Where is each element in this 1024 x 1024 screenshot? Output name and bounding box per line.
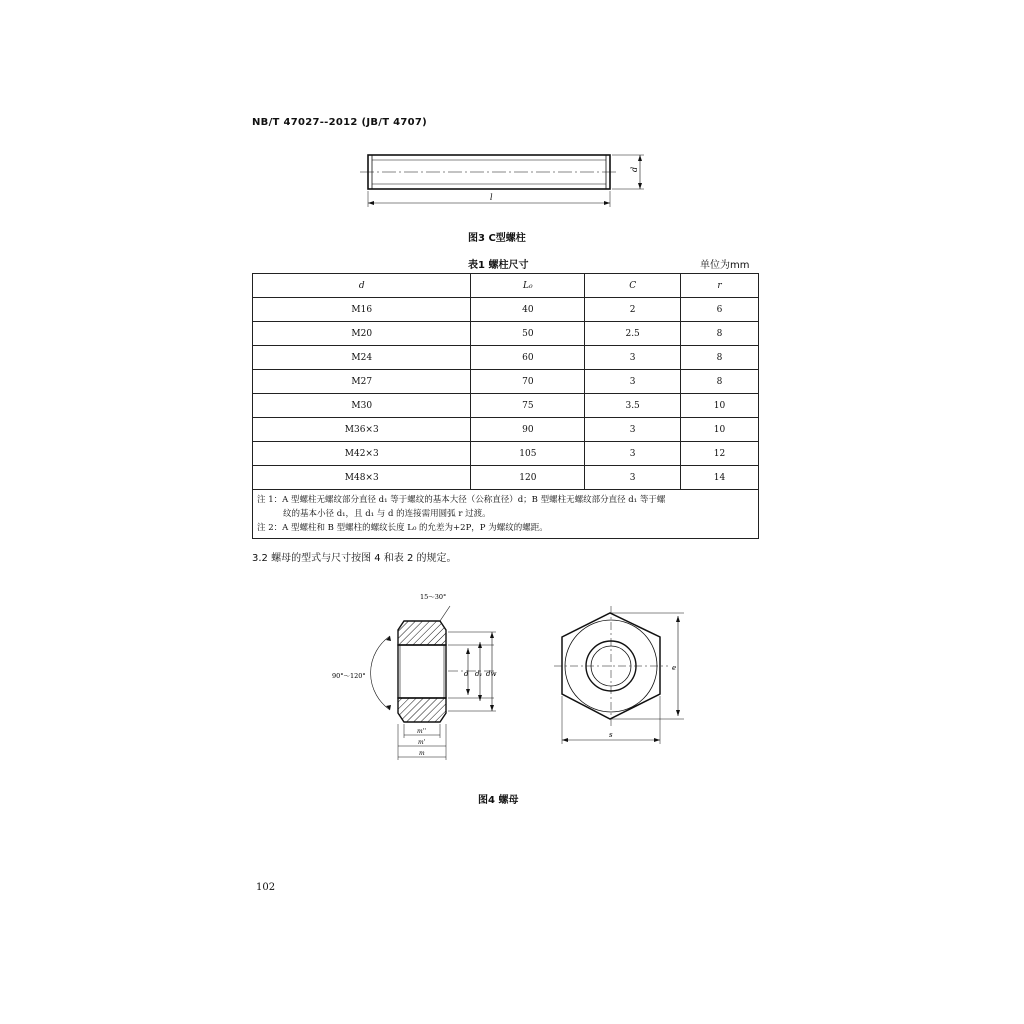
figure-3-stud-drawing xyxy=(350,145,660,215)
stud-d-label: d xyxy=(630,166,639,172)
table-cell: M48×3 xyxy=(253,466,471,490)
table-cell: 3 xyxy=(585,442,681,466)
table-cell: 12 xyxy=(681,442,759,466)
table-cell: 50 xyxy=(471,322,585,346)
table-cell: 2 xyxy=(585,298,681,322)
table-notes-row xyxy=(253,490,759,539)
table-cell: 60 xyxy=(471,346,585,370)
table-cell: 3 xyxy=(585,418,681,442)
table-header-row xyxy=(253,274,759,298)
m-prime-label: m' xyxy=(418,739,426,746)
stud-l-label: l xyxy=(490,193,493,202)
table-cell: 3 xyxy=(585,370,681,394)
table-1-title: 表1 螺柱尺寸 xyxy=(468,260,529,271)
chamfer-angle-label: 15～30° xyxy=(420,593,447,601)
section-3-2-text: 3.2 螺母的型式与尺寸按图 4 和表 2 的规定。 xyxy=(252,553,457,564)
table-cell: M24 xyxy=(253,346,471,370)
table-cell: 3 xyxy=(585,466,681,490)
column-header-r: r xyxy=(681,274,759,298)
table-note-2: 注 2：A 型螺柱和 B 型螺柱的螺纹长度 L₀ 的允差为+2P，P 为螺纹的螺距。 xyxy=(257,523,548,533)
table-row xyxy=(253,346,759,370)
nut-e-label: e xyxy=(672,664,677,672)
table-cell: 75 xyxy=(471,394,585,418)
column-header-l0: L₀ xyxy=(471,274,585,298)
table-cell: 10 xyxy=(681,394,759,418)
table-cell: 8 xyxy=(681,346,759,370)
table-cell: 3.5 xyxy=(585,394,681,418)
table-row xyxy=(253,442,759,466)
table-1-unit: 单位为mm xyxy=(700,260,750,271)
table-note-1: 注 1：A 型螺柱无螺纹部分直径 d₁ 等于螺纹的基本大径（公称直径）d；B 型螺柱无螺纹部分直径 d₁ 等于螺 xyxy=(257,495,666,505)
figure-4-caption: 图4 螺母 xyxy=(478,795,519,806)
table-cell: M42×3 xyxy=(253,442,471,466)
table-cell: 14 xyxy=(681,466,759,490)
column-header-c: C xyxy=(585,274,681,298)
table-cell: 10 xyxy=(681,418,759,442)
table-cell: 90 xyxy=(471,418,585,442)
table-cell: M30 xyxy=(253,394,471,418)
table-cell: M27 xyxy=(253,370,471,394)
table-cell: 6 xyxy=(681,298,759,322)
table-cell: 8 xyxy=(681,370,759,394)
table-row xyxy=(253,418,759,442)
nut-dw-label: dw xyxy=(486,670,497,678)
nut-d-label: d xyxy=(464,670,469,678)
column-header-d: d xyxy=(253,274,471,298)
figure-3-caption: 图3 C型螺柱 xyxy=(468,233,526,244)
m-label: m xyxy=(419,750,425,757)
table-row xyxy=(253,394,759,418)
table-cell: M16 xyxy=(253,298,471,322)
table-cell: 70 xyxy=(471,370,585,394)
table-row xyxy=(253,370,759,394)
table-row xyxy=(253,298,759,322)
nut-d1-label: d₁ xyxy=(475,670,483,678)
nut-s-label: s xyxy=(609,731,613,739)
table-cell: M36×3 xyxy=(253,418,471,442)
table-cell: 105 xyxy=(471,442,585,466)
table-cell: 120 xyxy=(471,466,585,490)
figure-4-nut-section-drawing xyxy=(328,588,508,763)
table-notes xyxy=(253,490,759,539)
figure-4-nut-plan-drawing xyxy=(548,604,698,754)
table-row xyxy=(253,466,759,490)
m-double-prime-label: m'' xyxy=(417,728,426,735)
table-cell: 3 xyxy=(585,346,681,370)
table-cell: M20 xyxy=(253,322,471,346)
cone-angle-label: 90°～120° xyxy=(332,672,366,680)
stud-dimension-table xyxy=(252,273,759,539)
page-number: 102 xyxy=(256,882,276,893)
table-note-1-continued: 纹的基本小径 d₁，且 d₁ 与 d 的连接需用圆弧 r 过渡。 xyxy=(283,509,491,519)
standard-code-header: NB/T 47027--2012 (JB/T 4707) xyxy=(252,117,428,128)
table-cell: 2.5 xyxy=(585,322,681,346)
table-cell: 40 xyxy=(471,298,585,322)
table-cell: 8 xyxy=(681,322,759,346)
table-row xyxy=(253,322,759,346)
